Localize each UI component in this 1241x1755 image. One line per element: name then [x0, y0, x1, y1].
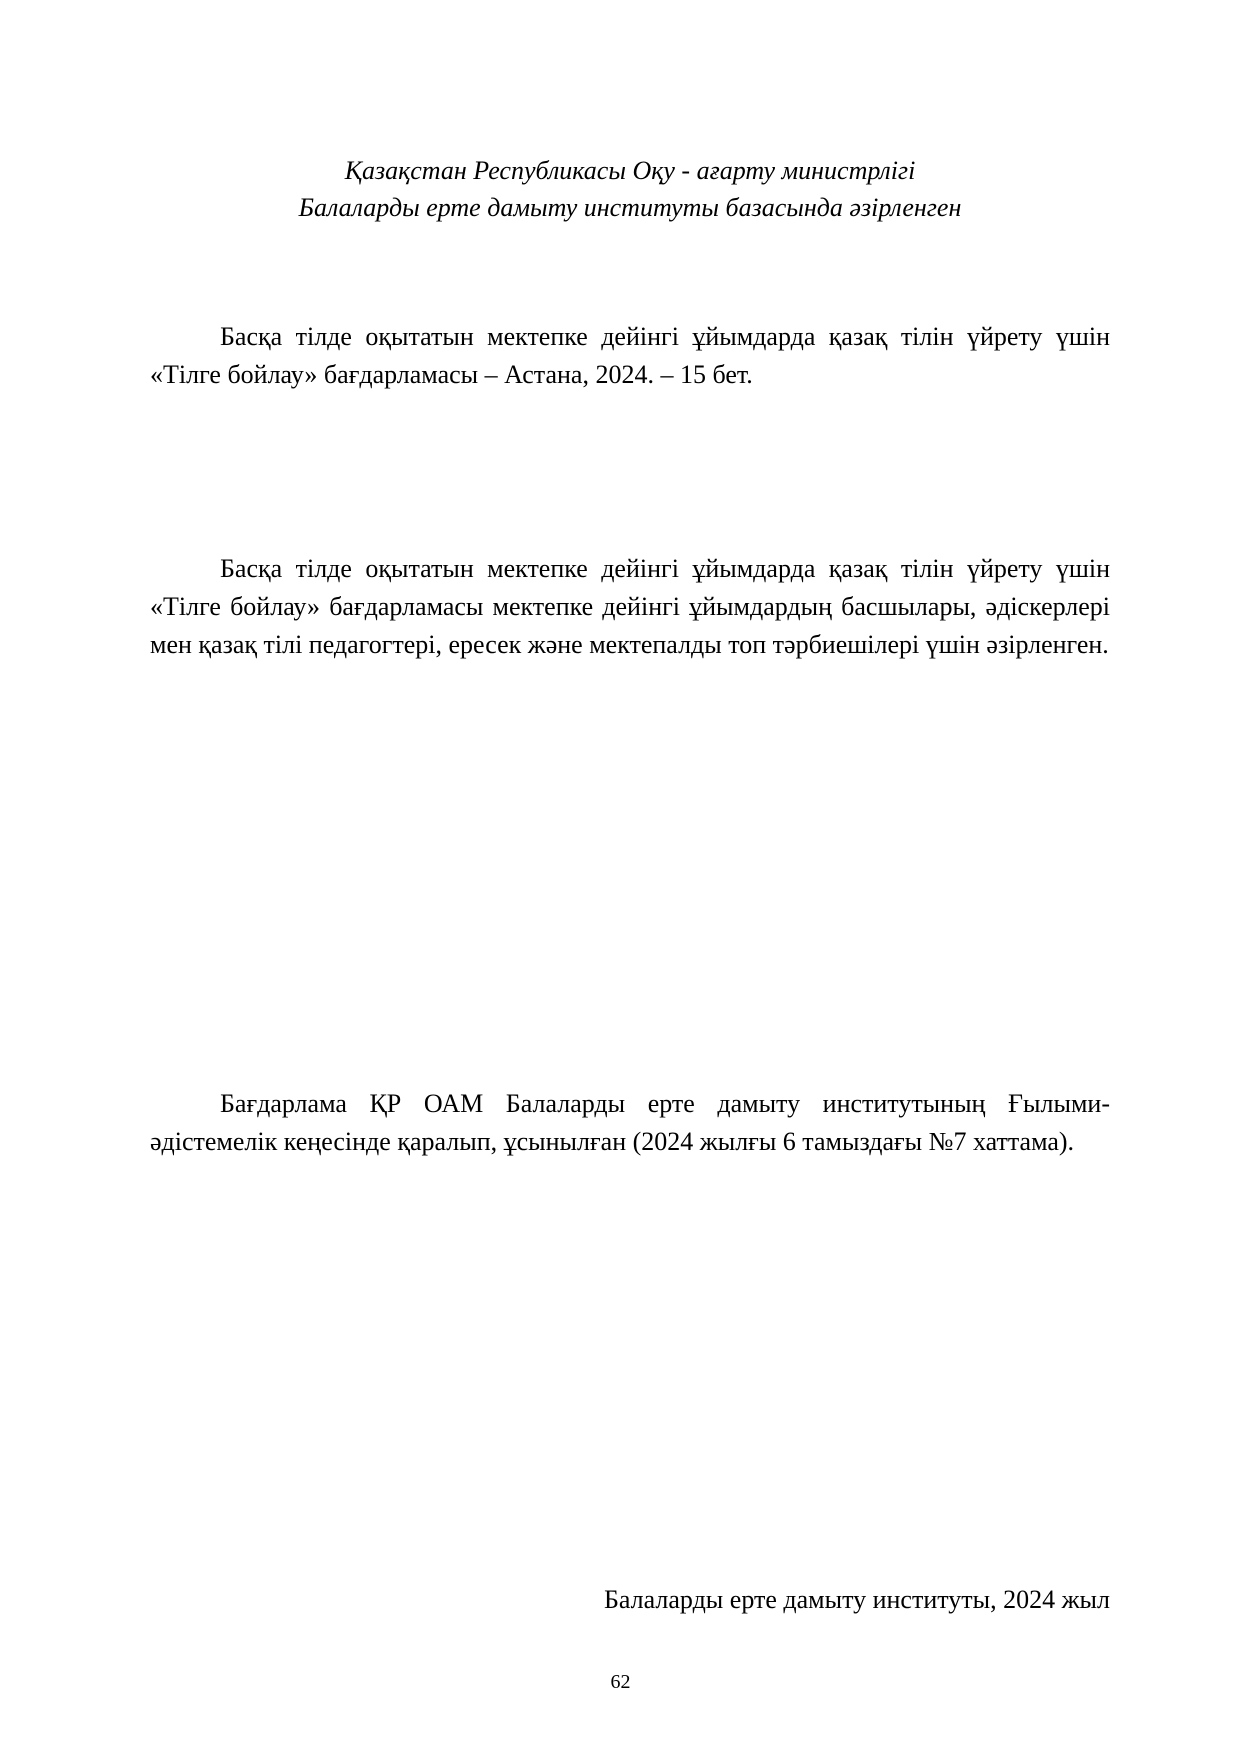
publisher-footer: Балаларды ерте дамыту институты, 2024 жыл [603, 1585, 1110, 1614]
approval-paragraph: Бағдарлама ҚР ОАМ Балаларды ерте дамыту институтының Ғылыми-әдістемелік кеңесінде қаралып, ұсынылған (2024 жылғы 6 тамыздағы №7 хаттама). [150, 1089, 1110, 1156]
audience-paragraph: Басқа тілде оқытатын мектепке дейінгі ұйымдарда қазақ тілін үйрету үшін «Тілге бойлау» бағдарламасы мектепке дейінгі ұйымдардың басшылары, әдіскерлері мен қазақ тілі педагогтері, ересек және мектепалды топ тәрбиешілері үшін әзірленген. [150, 554, 1110, 659]
page-number: 62 [610, 1671, 631, 1693]
citation-paragraph: Басқа тілде оқытатын мектепке дейінгі ұйымдарда қазақ тілін үйрету үшін «Тілге бойлау» бағдарламасы – Астана, 2024. – 15 бет. [150, 322, 1110, 389]
ministry-line: Қазақстан Республикасы Оқу - ағарту министрлігі [344, 156, 916, 185]
institute-line: Балаларды ерте дамыту институты базасында әзірленген [298, 193, 962, 222]
document-header [150, 152, 1110, 226]
